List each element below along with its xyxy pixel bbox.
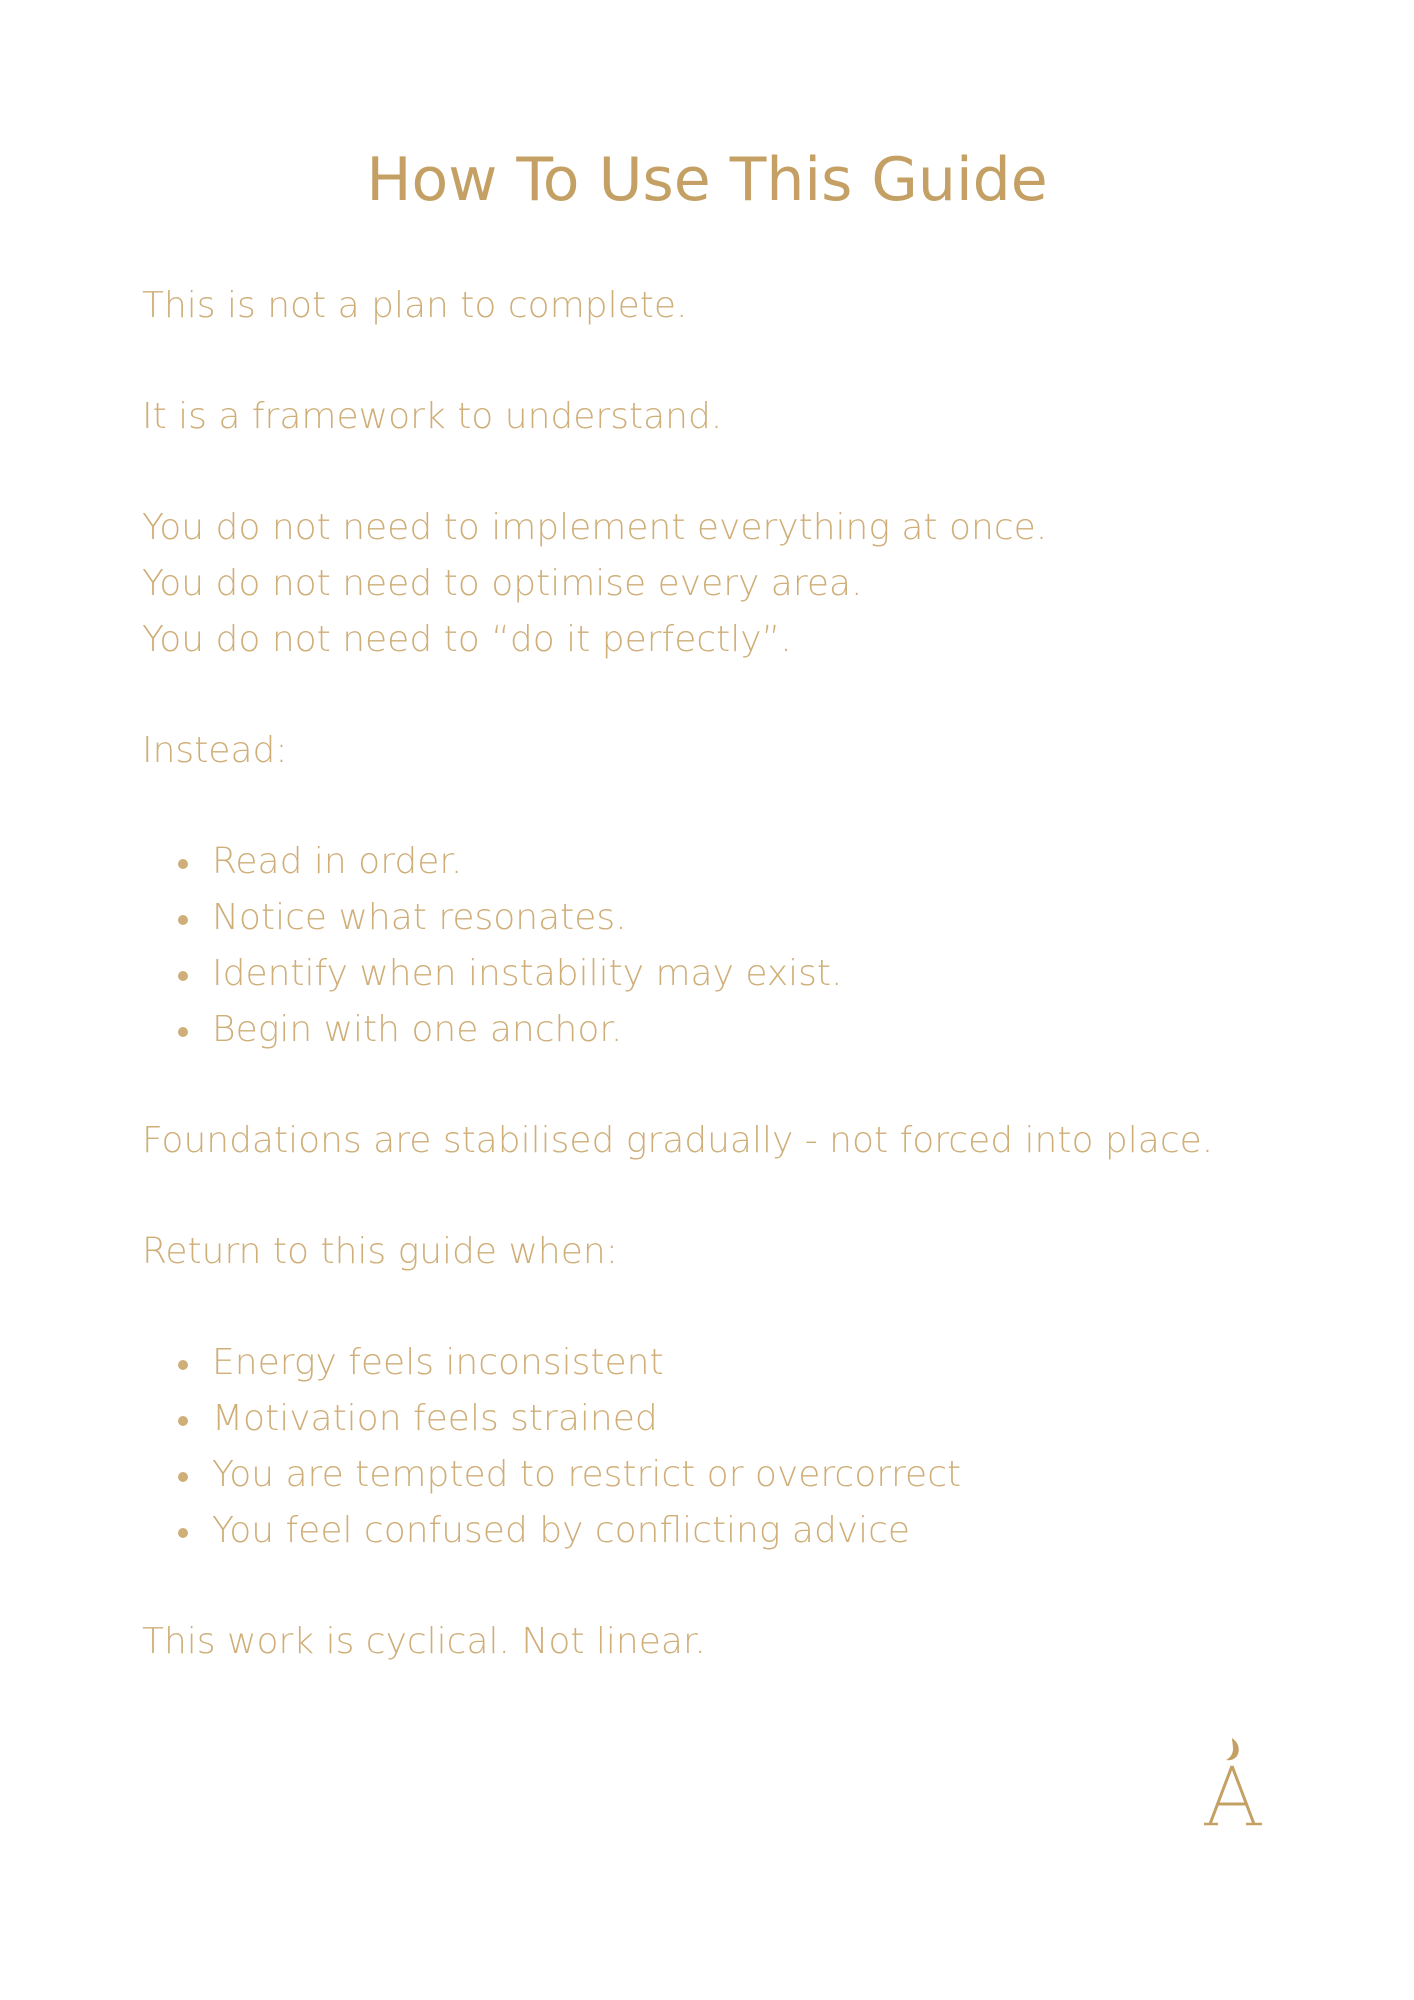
return-list — [142, 1335, 1322, 1559]
not-needed-paragraph — [142, 500, 1322, 668]
page-title: How To Use This Guide — [366, 145, 1048, 215]
foundations-statement: Foundations are stabilised gradually - not forced into place. — [142, 1120, 1214, 1161]
list-item-text: Begin with one anchor. — [212, 1009, 623, 1050]
list-item-text: You feel confused by conflicting advice — [212, 1510, 911, 1551]
list-item — [142, 890, 1322, 946]
bullet-icon — [178, 1416, 188, 1426]
list-item — [142, 1503, 1322, 1559]
list-item — [142, 834, 1322, 890]
bullet-icon — [178, 1528, 188, 1538]
bullet-icon — [178, 915, 188, 925]
list-item-text: Motivation feels strained — [212, 1398, 658, 1439]
intro-line-1: This is not a plan to complete. — [142, 285, 688, 326]
bullet-icon — [178, 859, 188, 869]
instead-list — [142, 834, 1322, 1058]
bullet-icon — [178, 1027, 188, 1037]
instead-label: Instead: — [142, 730, 288, 771]
bullet-icon — [178, 1360, 188, 1370]
list-item — [142, 1447, 1322, 1503]
list-item-text: Notice what resonates. — [212, 897, 627, 938]
intro-line-2: It is a framework to understand. — [142, 396, 723, 437]
not-needed-line: You do not need to “do it perfectly”. — [142, 619, 792, 660]
bullet-icon — [178, 971, 188, 981]
list-item — [142, 1335, 1322, 1391]
list-item-text: Identify when instability may exist. — [212, 953, 843, 994]
list-item-text: You are tempted to restrict or overcorrect — [212, 1454, 962, 1495]
return-label: Return to this guide when: — [142, 1231, 618, 1272]
not-needed-line: You do not need to implement everything at once. — [142, 507, 1048, 548]
list-item-text: Energy feels inconsistent — [212, 1342, 664, 1383]
crescent-a-logo-icon — [1192, 1736, 1272, 1836]
list-item — [142, 946, 1322, 1002]
list-item-text: Read in order. — [212, 841, 463, 882]
closing-statement: This work is cyclical. Not linear. — [142, 1621, 706, 1662]
list-item — [142, 1391, 1322, 1447]
bullet-icon — [178, 1472, 188, 1482]
not-needed-line: You do not need to optimise every area. — [142, 563, 863, 604]
guide-body — [142, 278, 1322, 1725]
list-item — [142, 1002, 1322, 1058]
